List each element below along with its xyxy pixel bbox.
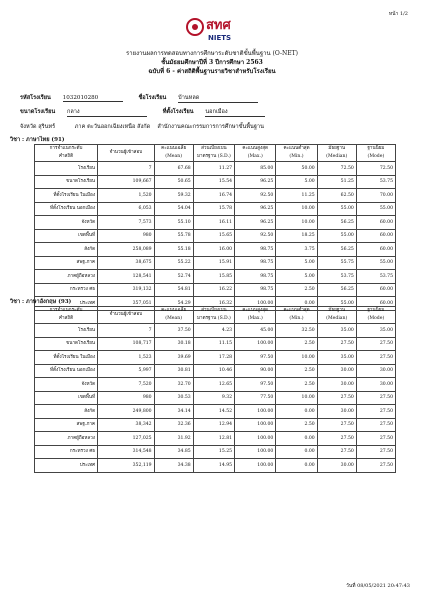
table-row: [35, 459, 396, 473]
table-row: [35, 445, 396, 459]
school-location: นอกเมือง: [205, 108, 265, 117]
table-cell: 249,800: [98, 405, 155, 419]
col-mode: ฐานนิยม (Mode): [356, 307, 395, 324]
col-count: จำนวนผู้เข้าสอบ: [98, 145, 155, 162]
table-cell: 92.50: [235, 189, 276, 203]
table-cell: 1,523: [98, 351, 155, 365]
table-cell: 30.00: [317, 405, 356, 419]
table-cell: 27.50: [356, 405, 395, 419]
table-cell: 30.18: [154, 337, 193, 351]
table-cell: 27.50: [317, 337, 356, 351]
table-cell: 60.00: [356, 229, 395, 243]
table-cell: 53.75: [317, 270, 356, 284]
table-cell: 30.00: [356, 364, 395, 378]
table-cell: 12.65: [193, 378, 234, 392]
table-cell: 60.00: [356, 297, 395, 311]
table-cell: 96.25: [235, 216, 276, 230]
row-label: จังหวัด: [35, 216, 98, 230]
table-cell: 55.10: [154, 216, 193, 230]
col-median: มัธยฐาน (Median): [317, 145, 356, 162]
row-label: ประเทศ: [35, 459, 98, 473]
table-cell: 100.00: [235, 405, 276, 419]
table-cell: 16.00: [193, 243, 234, 257]
row-label: สังกัด: [35, 405, 98, 419]
table-cell: 30.81: [154, 364, 193, 378]
table-row: [35, 283, 396, 297]
col-median: มัธยฐาน (Median): [317, 307, 356, 324]
logo-text: สทศ: [206, 18, 231, 33]
table-cell: 27.50: [356, 351, 395, 365]
row-label: เขตพื้นที่: [35, 229, 98, 243]
table-cell: 127,025: [98, 432, 155, 446]
row-label: โรงเรียน: [35, 162, 98, 176]
table-cell: 2.50: [276, 378, 317, 392]
table-cell: 10.00: [276, 391, 317, 405]
table-cell: 10.46: [193, 364, 234, 378]
table-cell: 980: [98, 391, 155, 405]
table-cell: 27.50: [317, 391, 356, 405]
row-label: โรงเรียน: [35, 324, 98, 338]
logo-subtext: NIETS: [208, 34, 232, 42]
table-cell: 98.75: [235, 243, 276, 257]
row-label: ภาคผู้ถือหลวง: [35, 270, 98, 284]
table-cell: 27.50: [317, 418, 356, 432]
table-row: [35, 202, 396, 216]
school-name-label: ชื่อโรงเรียน: [138, 95, 167, 101]
table-cell: 357,051: [98, 297, 155, 311]
table-cell: 0.00: [276, 459, 317, 473]
table-cell: 3.75: [276, 243, 317, 257]
table-cell: 16.11: [193, 216, 234, 230]
table-cell: 100.00: [235, 459, 276, 473]
table-cell: 0.00: [276, 405, 317, 419]
table-cell: 30.00: [356, 378, 395, 392]
table-cell: 35.00: [356, 324, 395, 338]
table-cell: 62.50: [317, 189, 356, 203]
table-cell: 980: [98, 229, 155, 243]
subject-title-thai: วิชา : ภาษาไทย (91): [10, 137, 65, 143]
row-label: ที่ตั้งโรงเรียน นอกเมือง: [35, 202, 98, 216]
page-number: หน้า 1/2: [388, 11, 408, 17]
table-cell: 2.50: [276, 283, 317, 297]
school-code: 1032010280: [63, 95, 123, 102]
table-cell: 72.50: [356, 162, 395, 176]
table-row: [35, 229, 396, 243]
table-cell: 7: [98, 162, 155, 176]
table-row: [35, 432, 396, 446]
table-cell: 35.00: [317, 324, 356, 338]
table-cell: 16.74: [193, 189, 234, 203]
print-timestamp: วันที่ 08/05/2021 20:47:43: [346, 583, 410, 589]
table-cell: 39.69: [154, 351, 193, 365]
table-cell: 4.23: [193, 324, 234, 338]
table-cell: 27.50: [356, 337, 395, 351]
table-cell: 12.94: [193, 418, 234, 432]
row-label: ที่ตั้งโรงเรียน ในเมือง: [35, 189, 98, 203]
table-cell: 10.00: [276, 216, 317, 230]
row-label: กระทรวง ศธ: [35, 283, 98, 297]
table-cell: 32.70: [154, 378, 193, 392]
table-cell: 108,717: [98, 337, 155, 351]
table-cell: 18.25: [276, 229, 317, 243]
table-cell: 100.00: [235, 337, 276, 351]
table-cell: 11.25: [276, 189, 317, 203]
report-title: รายงานผลการทดสอบทางการศึกษาระดับชาติขั้นพื้นฐาน (O-NET): [125, 50, 298, 57]
table-cell: 5.00: [276, 256, 317, 270]
table-row: [35, 270, 396, 284]
table-cell: 55.18: [154, 243, 193, 257]
row-label: ประเทศ: [35, 297, 98, 311]
table-cell: 2.50: [276, 337, 317, 351]
table-cell: 90.00: [235, 364, 276, 378]
row-label: สพฐ.ภาค: [35, 418, 98, 432]
table-cell: 352,119: [98, 459, 155, 473]
table-cell: 60.00: [356, 283, 395, 297]
table-cell: 15.78: [193, 202, 234, 216]
school-code-label: รหัสโรงเรียน: [20, 95, 51, 101]
table-cell: 98.75: [235, 256, 276, 270]
row-label: สังกัด: [35, 243, 98, 257]
table-cell: 100.00: [235, 297, 276, 311]
table-cell: 85.00: [235, 162, 276, 176]
table-row: [35, 243, 396, 257]
row-label: เขตพื้นที่: [35, 391, 98, 405]
table-cell: 2.50: [276, 364, 317, 378]
table-row: [35, 351, 396, 365]
table-cell: 59.32: [154, 189, 193, 203]
english-rows: [35, 324, 396, 473]
table-cell: 34.14: [154, 405, 193, 419]
stats-table-english: [34, 306, 396, 473]
table-cell: 15.85: [193, 270, 234, 284]
table-cell: 9.32: [193, 391, 234, 405]
table-cell: 128,541: [98, 270, 155, 284]
table-cell: 55.75: [317, 256, 356, 270]
table-cell: 0.00: [276, 297, 317, 311]
table-cell: 60.00: [356, 216, 395, 230]
table-cell: 27.50: [356, 391, 395, 405]
subject-title-english: วิชา : ภาษาอังกฤษ (93): [10, 299, 72, 305]
table-cell: 55.00: [356, 256, 395, 270]
table-row: [35, 216, 396, 230]
table-cell: 70.00: [356, 189, 395, 203]
table-cell: 11.15: [193, 337, 234, 351]
report-subtitle: ฉบับที่ 6 - ค่าสถิติพื้นฐานรายวิชาสำหรับโรงเรียน: [148, 68, 276, 75]
table-row: [35, 256, 396, 270]
table-cell: 50.00: [276, 162, 317, 176]
col-max: คะแนนสูงสุด (Max.): [235, 145, 276, 162]
row-label: ภาคผู้ถือหลวง: [35, 432, 98, 446]
table-cell: 14.52: [193, 405, 234, 419]
table-cell: 15.54: [193, 175, 234, 189]
school-size: กลาง: [67, 108, 147, 117]
table-row: [35, 418, 396, 432]
table-cell: 27.50: [317, 445, 356, 459]
table-cell: 60.00: [356, 243, 395, 257]
stats-table-thai: [34, 144, 396, 311]
table-row: [35, 162, 396, 176]
table-cell: 52.74: [154, 270, 193, 284]
table-cell: 100.00: [235, 432, 276, 446]
table-cell: 67.68: [154, 162, 193, 176]
col-min: คะแนนต่ำสุด (Min.): [276, 307, 317, 324]
table-cell: 109,667: [98, 175, 155, 189]
table-cell: 38,342: [98, 418, 155, 432]
report-level: ชั้นมัธยมศึกษาปีที่ 3 ปีการศึกษา 2563: [161, 59, 263, 66]
table-cell: 96.25: [235, 202, 276, 216]
table-row: [35, 405, 396, 419]
col-max: คะแนนสูงสุด (Max.): [235, 307, 276, 324]
table-cell: 72.50: [317, 162, 356, 176]
col-min: คะแนนต่ำสุด (Min.): [276, 145, 317, 162]
table-cell: 7,573: [98, 216, 155, 230]
col-sd: ส่วนเบี่ยงเบน มาตรฐาน (S.D.): [193, 145, 234, 162]
table-cell: 97.50: [235, 351, 276, 365]
table-cell: 53.75: [356, 270, 395, 284]
table-cell: 37.50: [154, 324, 193, 338]
table-cell: 10.00: [276, 351, 317, 365]
table-cell: 15.25: [193, 445, 234, 459]
table-row: [35, 378, 396, 392]
row-label: กระทรวง ศธ: [35, 445, 98, 459]
col-mode: ฐานนิยม (Mode): [356, 145, 395, 162]
table-cell: 30.00: [317, 378, 356, 392]
table-cell: 30.00: [317, 459, 356, 473]
table-cell: 30.00: [317, 364, 356, 378]
table-cell: 27.50: [356, 432, 395, 446]
table-row: [35, 337, 396, 351]
table-cell: 98.75: [235, 283, 276, 297]
row-label: ที่ตั้งโรงเรียน นอกเมือง: [35, 364, 98, 378]
school-location-label: ที่ตั้งโรงเรียน: [162, 109, 194, 115]
table-cell: 55.00: [356, 202, 395, 216]
niets-logo: [186, 14, 250, 44]
table-cell: 258,089: [98, 243, 155, 257]
table-cell: 1,520: [98, 189, 155, 203]
table-cell: 38,675: [98, 256, 155, 270]
row-label: ขนาดโรงเรียน: [35, 337, 98, 351]
table-cell: 56.25: [317, 283, 356, 297]
table-cell: 30.53: [154, 391, 193, 405]
table-cell: 56.25: [317, 243, 356, 257]
table-cell: 7: [98, 324, 155, 338]
table-cell: 34.85: [154, 445, 193, 459]
table-cell: 0.00: [276, 432, 317, 446]
school-size-label: ขนาดโรงเรียน: [20, 109, 56, 115]
province-affiliation: จังหวัด สุรินทร์ ภาค ตะวันออกเฉียงเหนือ สังกัด สำนักงานคณะกรรมการการศึกษาขั้นพื้นฐาน: [20, 124, 264, 130]
col-level: การจำแนกระดับ คำสถิติ: [35, 145, 98, 162]
table-cell: 54.81: [154, 283, 193, 297]
table-cell: 54.04: [154, 202, 193, 216]
row-label: สพฐ.ภาค: [35, 256, 98, 270]
table-cell: 27.50: [356, 445, 395, 459]
table-row: [35, 324, 396, 338]
table-cell: 15.65: [193, 229, 234, 243]
table-row: [35, 364, 396, 378]
table-cell: 16.32: [193, 297, 234, 311]
table-cell: 27.50: [356, 418, 395, 432]
table-cell: 53.75: [356, 175, 395, 189]
table-cell: 32.36: [154, 418, 193, 432]
col-mean: คะแนนเฉลี่ย (Mean): [154, 145, 193, 162]
table-row: [35, 175, 396, 189]
table-cell: 0.00: [276, 445, 317, 459]
table-cell: 11.27: [193, 162, 234, 176]
col-level: การจำแนกระดับ คำสถิติ: [35, 307, 98, 324]
school-name: บ้านหลด: [178, 94, 258, 103]
table-cell: 55.00: [317, 202, 356, 216]
row-label: จังหวัด: [35, 378, 98, 392]
table-cell: 27.50: [356, 459, 395, 473]
table-cell: 314,548: [98, 445, 155, 459]
table-cell: 100.00: [235, 445, 276, 459]
table-cell: 7,520: [98, 378, 155, 392]
table-cell: 45.00: [235, 324, 276, 338]
table-cell: 55.78: [154, 229, 193, 243]
table-cell: 319,132: [98, 283, 155, 297]
table-cell: 55.00: [317, 297, 356, 311]
table-cell: 31.92: [154, 432, 193, 446]
table-cell: 35.00: [317, 351, 356, 365]
table-cell: 32.50: [276, 324, 317, 338]
table-cell: 100.00: [235, 418, 276, 432]
table-cell: 14.95: [193, 459, 234, 473]
table-cell: 34.38: [154, 459, 193, 473]
table-cell: 56.25: [317, 216, 356, 230]
table-cell: 55.22: [154, 256, 193, 270]
table-cell: 77.50: [235, 391, 276, 405]
table-cell: 17.28: [193, 351, 234, 365]
table-cell: 51.25: [317, 175, 356, 189]
col-count: จำนวนผู้เข้าสอบ: [98, 307, 155, 324]
table-cell: 6,053: [98, 202, 155, 216]
table-row: [35, 189, 396, 203]
table-cell: 92.50: [235, 229, 276, 243]
col-sd: ส่วนเบี่ยงเบน มาตรฐาน (S.D.): [193, 307, 234, 324]
table-cell: 97.50: [235, 378, 276, 392]
table-cell: 50.65: [154, 175, 193, 189]
col-mean: คะแนนเฉลี่ย (Mean): [154, 307, 193, 324]
table-cell: 54.29: [154, 297, 193, 311]
table-cell: 12.81: [193, 432, 234, 446]
table-row: [35, 391, 396, 405]
table-cell: 96.25: [235, 175, 276, 189]
table-cell: 27.50: [317, 432, 356, 446]
table-cell: 5.00: [276, 270, 317, 284]
table-cell: 15.91: [193, 256, 234, 270]
table-cell: 5.00: [276, 175, 317, 189]
table-cell: 5,997: [98, 364, 155, 378]
row-label: ที่ตั้งโรงเรียน ในเมือง: [35, 351, 98, 365]
table-cell: 2.50: [276, 418, 317, 432]
table-cell: 10.00: [276, 202, 317, 216]
table-cell: 16.22: [193, 283, 234, 297]
table-cell: 98.75: [235, 270, 276, 284]
thai-rows: [35, 162, 396, 311]
row-label: ขนาดโรงเรียน: [35, 175, 98, 189]
table-cell: 55.00: [317, 229, 356, 243]
